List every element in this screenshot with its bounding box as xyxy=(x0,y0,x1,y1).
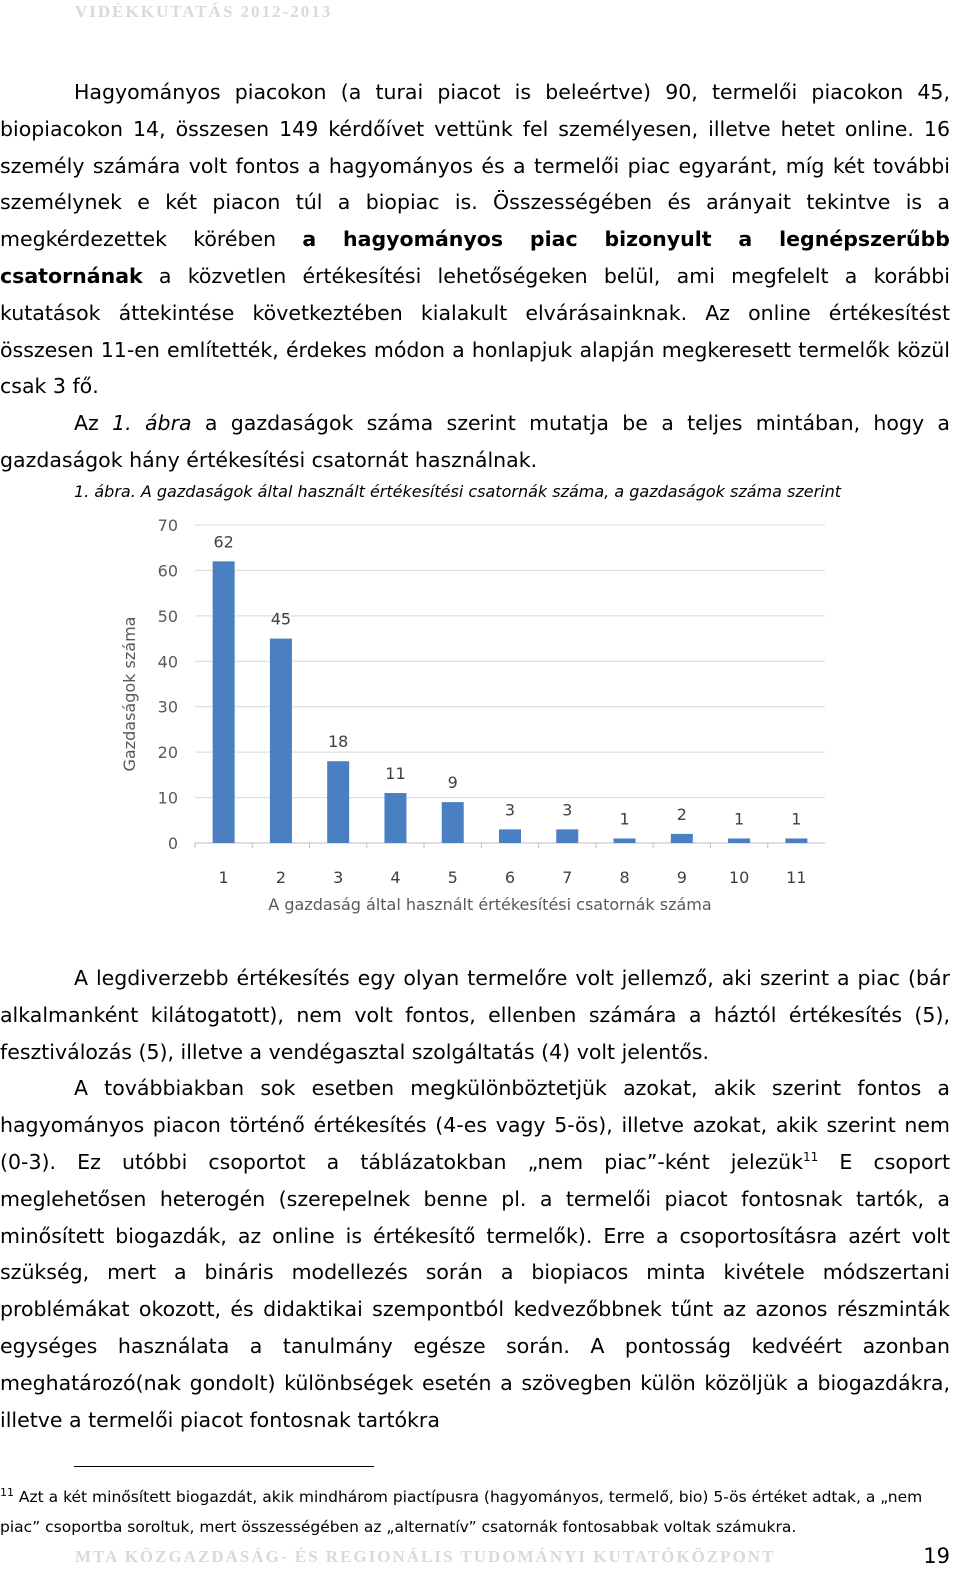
x-tick-label: 9 xyxy=(676,868,687,887)
y-tick-label: 0 xyxy=(167,834,178,853)
x-tick-label: 7 xyxy=(562,868,573,887)
paragraph-2-after: a gazdaságok száma szerint mutatja be a teljes mintában, hogy a gazdaságok hány értékesítési csatornát használnak. xyxy=(0,411,950,472)
bar xyxy=(213,561,235,843)
y-tick-label: 70 xyxy=(157,516,178,535)
running-header: VIDÉKKUTATÁS 2012-2013 xyxy=(75,2,333,21)
data-label: 62 xyxy=(213,532,234,552)
data-label: 3 xyxy=(562,800,573,820)
y-tick-label: 40 xyxy=(157,652,178,672)
paragraph-3: A legdiverzebb értékesítés egy olyan termelőre volt jellemző, aki szerint a piac (bár alkalmanként kilátogatott), nem volt fontos, ellenben számára a háztól értékesítés (5), fesztiválozás (5), illetve a vendégasztal szolgáltatás (4) volt jelentős. xyxy=(0,966,950,1064)
bar xyxy=(614,838,636,843)
figure-caption: 1. ábra. A gazdaságok által használt értékesítési csatornák száma, a gazdaságok száma szerint xyxy=(74,482,842,501)
body-text-top xyxy=(0,74,950,479)
x-tick-label: 10 xyxy=(728,868,750,887)
paragraph-1-text-after: a közvetlen értékesítési lehetőségeken belül, ami megfelelt a korábbi kutatások áttekintése következtében kialakult elvárásainknak. Az online értékesítést összesen 11-en említették, érdekes módon a honlapjuk alapján megkeresett termelők közül csak 3 fő. xyxy=(0,263,950,399)
bar xyxy=(671,834,693,843)
x-tick-label: 5 xyxy=(447,868,458,887)
bar xyxy=(384,793,406,843)
bar xyxy=(270,639,292,843)
bar xyxy=(556,829,578,843)
x-axis-title: A gazdaság által használt értékesítési csatornák száma xyxy=(268,895,712,914)
y-tick-label: 60 xyxy=(157,561,178,581)
footnote-number: 11 xyxy=(0,1486,14,1499)
bar xyxy=(728,838,750,843)
figure-reference: 1. ábra xyxy=(112,411,192,436)
footnote xyxy=(0,1478,950,1542)
bar-chart xyxy=(100,505,840,925)
y-tick-label: 20 xyxy=(157,743,178,763)
x-tick-label: 3 xyxy=(333,868,344,887)
paragraph-1 xyxy=(0,74,950,405)
page-number: 19 xyxy=(923,1544,950,1568)
paragraph-2-before: Az xyxy=(74,411,113,436)
data-label: 9 xyxy=(447,773,458,793)
data-label: 45 xyxy=(270,609,292,629)
bar xyxy=(785,838,807,843)
bar xyxy=(499,829,521,843)
x-tick-label: 4 xyxy=(390,868,401,887)
data-label: 2 xyxy=(676,804,687,824)
x-tick-label: 11 xyxy=(786,868,807,887)
data-label: 11 xyxy=(385,764,406,784)
footnote-reference[interactable]: 11 xyxy=(802,1150,819,1165)
footnote-separator xyxy=(74,1466,374,1467)
data-label: 1 xyxy=(733,809,745,829)
paragraph-1-text: Hagyományos piacokon (a turai piacot is beleértve) 90, termelői piacokon 45, biopiacokon 14, összesen 149 kérdőívet vettünk fel személyesen, illetve hetet online. 16 személy számára volt fontos a hagyományos és a termelői piac egyaránt, míg két további személynek e két piacon túl a biopiac is. Összességében és arányait tekintve is a megkérdezettek körében xyxy=(0,80,950,252)
y-tick-label: 10 xyxy=(157,788,178,808)
footnote-text: Azt a két minősített biogazdát, akik mindhárom piactípusra (hagyományos, termelő, bio) 5-ös értéket adtak, a „nem piac” csoportba soroltuk, mert összességében az „alternatív” csatornák fontosabbak voltak számukra. xyxy=(0,1488,923,1537)
paragraph-4-before: A továbbiakban sok esetben megkülönböztetjük azokat, akik szerint fontos a hagyományos piacon történő értékesítés (4-es vagy 5-ös), illetve azokat, akik szerint nem (0-3). Ez utóbbi csoportot a táblázatokban „nem piac”-ként jelezük xyxy=(0,1076,950,1174)
data-label: 1 xyxy=(619,809,630,829)
x-tick-label: 6 xyxy=(504,868,516,887)
paragraph-4 xyxy=(0,1070,950,1438)
x-tick-label: 2 xyxy=(275,868,287,887)
data-label: 3 xyxy=(504,800,516,820)
x-tick-label: 8 xyxy=(619,868,630,887)
paragraph-4-after: E csoport meglehetősen heterogén (szerepelnek benne pl. a termelői piacot fontosnak tartók, a minősített biogazdák, az online is értékesítő termelők). Erre a csoportosításra azért volt szükség, mert a bináris modellezés során a biopiacos minta kivétele módszertani problémákat okozott, és didaktikai szempontból kedvezőbbnek tűnt az azonos részminták egységes használata a tanulmány egésze során. A pontosság kedvéért azonban meghatározó(nak gondolt) különbségek esetén a szövegben külön közöljük a biogazdákra, illetve a termelői piacot fontosnak tartókra xyxy=(0,1149,950,1432)
paragraph-2 xyxy=(0,405,950,479)
x-tick-label: 1 xyxy=(218,868,229,887)
body-text-bottom xyxy=(0,960,950,1438)
bar xyxy=(327,761,349,843)
data-label: 18 xyxy=(328,732,349,752)
y-tick-label: 50 xyxy=(157,606,178,626)
institution-footer: MTA KÖZGAZDASÁG- ÉS REGIONÁLIS TUDOMÁNYI KUTATÓKÖZPONT xyxy=(75,1547,776,1566)
y-tick-label: 30 xyxy=(157,697,178,717)
y-axis-title: Gazdaságok száma xyxy=(120,616,139,772)
data-label: 1 xyxy=(791,809,802,829)
paragraph-1-bold: a hagyományos piac bizonyult a legnépszerűbb csatornának xyxy=(0,227,950,288)
bar xyxy=(442,802,464,843)
